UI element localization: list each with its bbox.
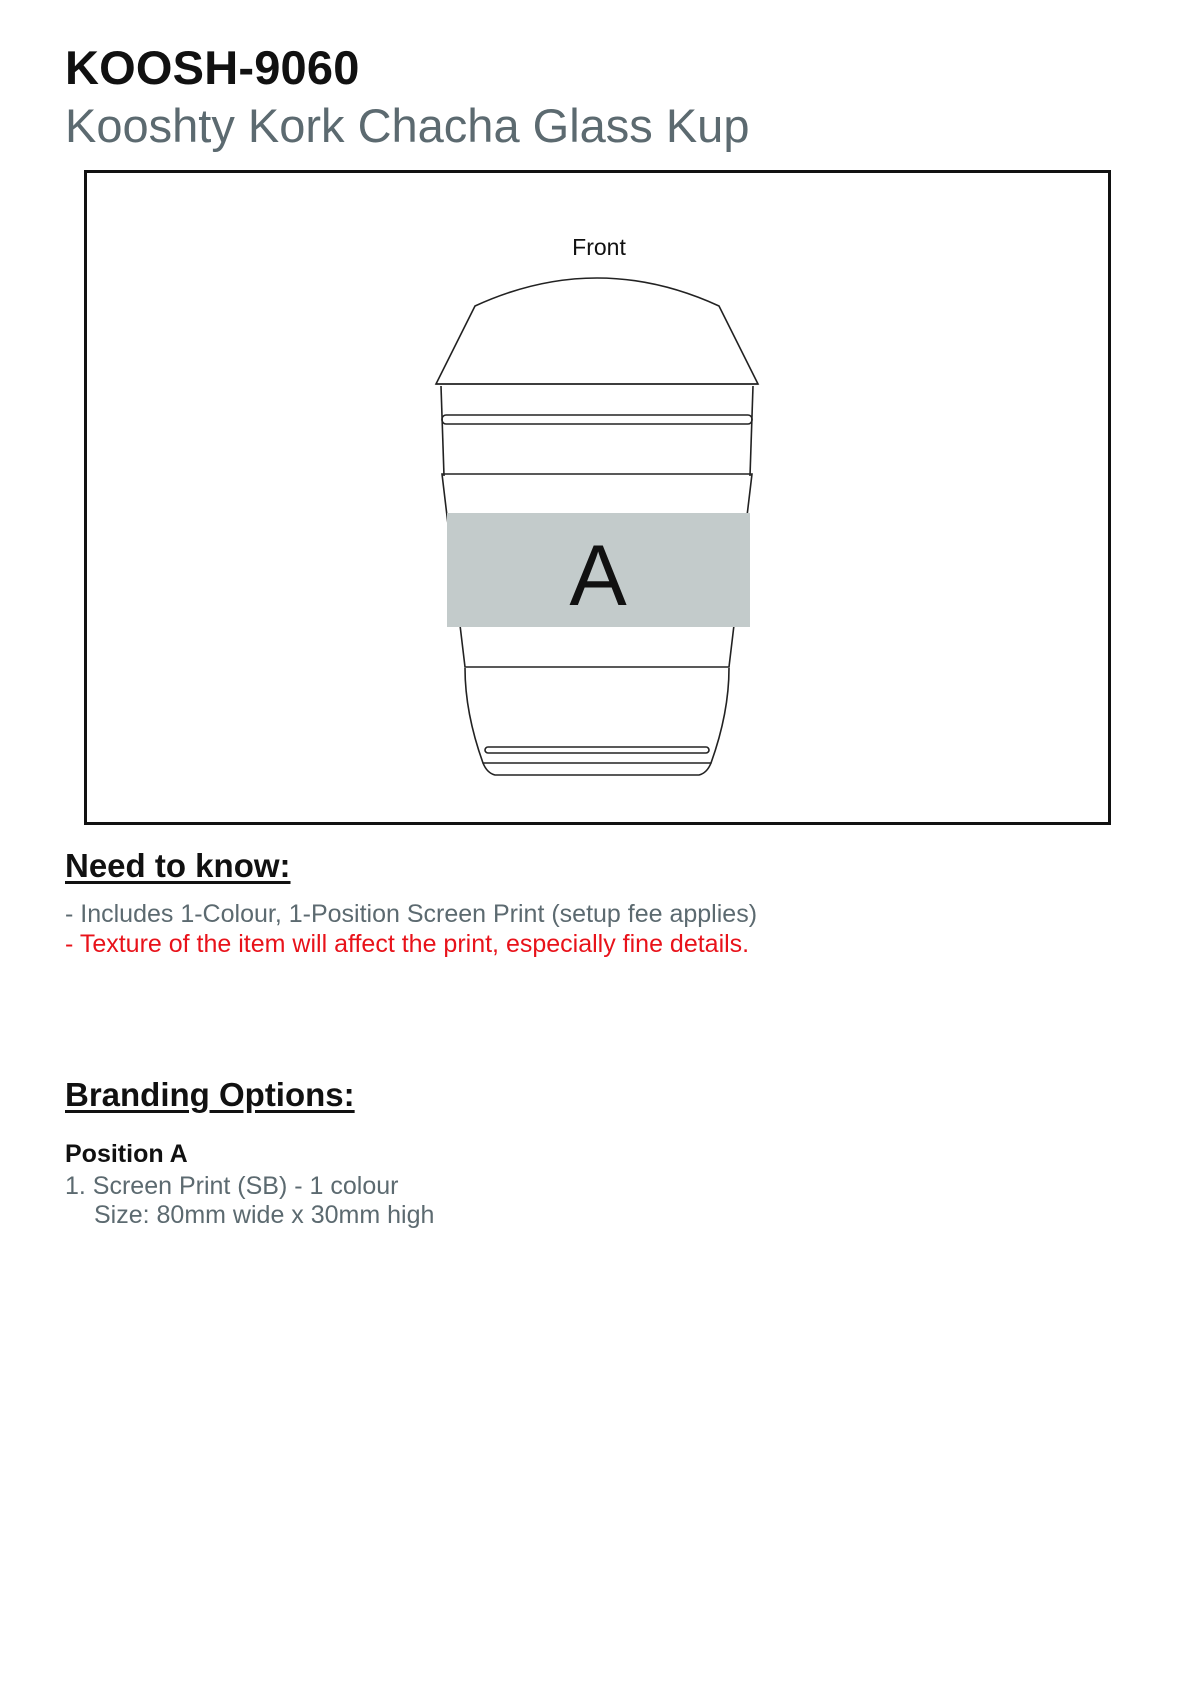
product-diagram-frame bbox=[84, 170, 1111, 825]
product-code: KOOSH-9060 bbox=[65, 41, 360, 94]
cup-upper-band bbox=[442, 415, 752, 424]
need-to-know-heading: Need to know: bbox=[65, 847, 291, 884]
branding-size-line: Size: 80mm wide x 30mm high bbox=[94, 1201, 435, 1229]
need-to-know-item: - Includes 1-Colour, 1-Position Screen Print (setup fee applies) bbox=[65, 900, 758, 928]
cup-lid bbox=[436, 278, 758, 384]
need-to-know-warning: - Texture of the item will affect the print, especially fine details. bbox=[65, 930, 750, 958]
cup-base-band bbox=[485, 747, 709, 753]
position-a-title: Position A bbox=[65, 1140, 188, 1168]
branding-option-line: 1. Screen Print (SB) - 1 colour bbox=[65, 1172, 399, 1200]
product-title: Kooshty Kork Chacha Glass Kup bbox=[65, 99, 750, 152]
cup-base bbox=[465, 668, 729, 763]
branding-options-heading: Branding Options: bbox=[65, 1076, 355, 1113]
print-area-label: A bbox=[569, 528, 627, 624]
front-view-label: Front bbox=[572, 234, 626, 260]
cup-front-drawing bbox=[87, 173, 1108, 822]
